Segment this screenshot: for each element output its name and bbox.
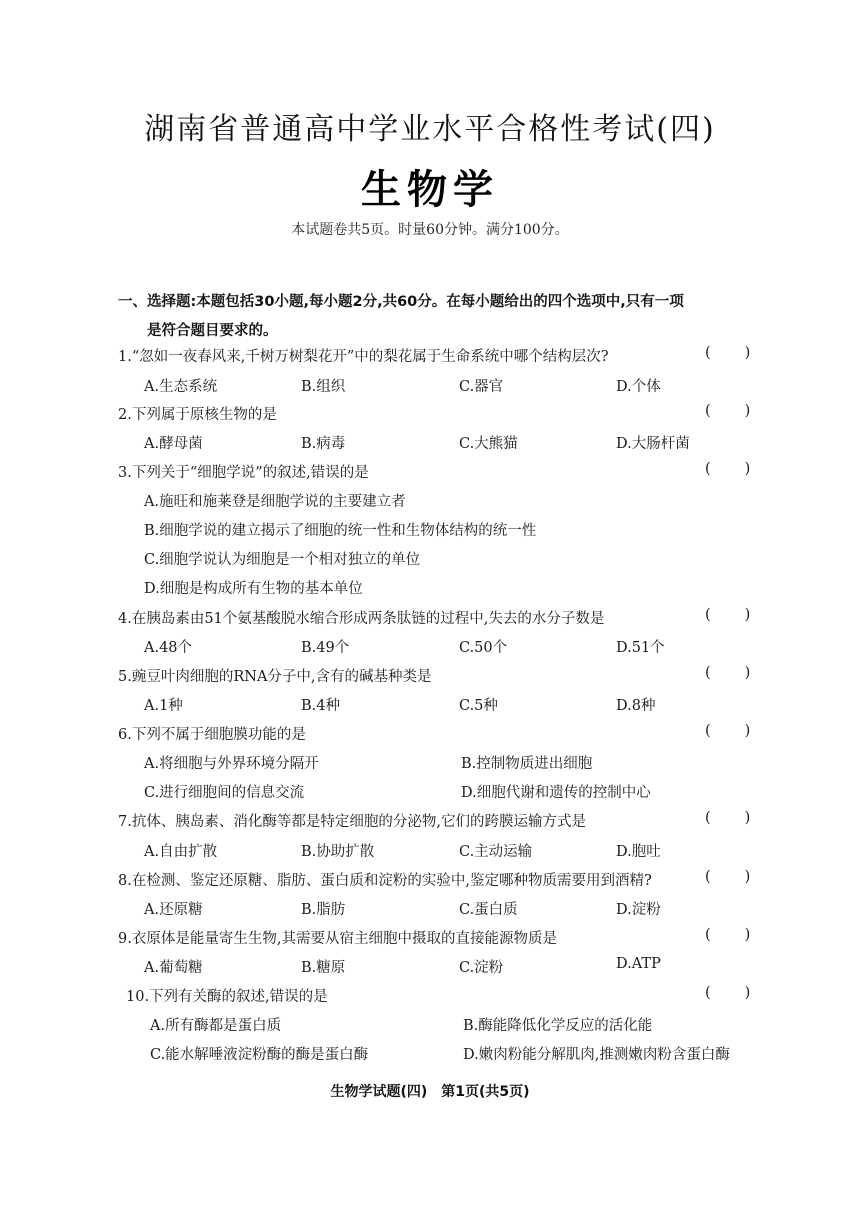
paren-close: ) (744, 927, 751, 943)
q8-option-d: D.淀粉 (616, 902, 661, 918)
q1-option-a: A.生态系统 (144, 379, 218, 395)
paren-open: ( (705, 461, 711, 477)
paren-close: ) (744, 985, 751, 1001)
q8-option-a: A.还原糖 (144, 902, 203, 918)
answer-bracket-5 (705, 665, 750, 681)
exam-title: 湖南省普通高中学业水平合格性考试(四) (144, 112, 716, 147)
answer-bracket-6 (705, 723, 750, 739)
q10-option-a: A.所有酶都是蛋白质 (150, 1018, 282, 1034)
question-10-stem: 10.下列有关酶的叙述,错误的是 (126, 989, 328, 1005)
question-9-stem: 9.衣原体是能量寄生生物,其需要从宿主细胞中摄取的直接能源物质是 (118, 931, 557, 947)
paren-open: ( (705, 403, 711, 419)
paren-close: ) (744, 723, 751, 739)
q8-option-c: C.蛋白质 (459, 902, 518, 918)
answer-bracket-10 (705, 985, 750, 1001)
paren-open: ( (705, 810, 711, 826)
q9-option-d: D.ATP (616, 956, 661, 972)
question-1-stem: 1.“忽如一夜春风来,千树万树梨花开”中的梨花属于生命系统中哪个结构层次? (118, 349, 609, 365)
answer-bracket-2 (705, 403, 750, 419)
q6-option-c: C.进行细胞间的信息交流 (144, 785, 305, 801)
paren-close: ) (744, 345, 751, 361)
q6-option-d: D.细胞代谢和遗传的控制中心 (461, 785, 651, 801)
q7-option-c: C.主动运输 (459, 844, 533, 860)
q7-option-d: D.胞吐 (616, 844, 661, 860)
question-8-stem: 8.在检测、鉴定还原糖、脂肪、蛋白质和淀粉的实验中,鉴定哪种物质需要用到酒精? (118, 873, 652, 889)
q1-option-c: C.器官 (459, 379, 504, 395)
section-instructions-line2: 是符合题目要求的。 (147, 323, 278, 339)
q1-option-d: D.个体 (616, 379, 661, 395)
q2-option-b: B.病毒 (301, 436, 346, 452)
q9-option-c: C.淀粉 (459, 960, 504, 976)
q5-option-b: B.4种 (301, 698, 340, 714)
paren-open: ( (705, 345, 711, 361)
answer-bracket-3 (705, 461, 750, 477)
subject-title: 生物学 (361, 167, 499, 213)
q2-option-d: D.大肠杆菌 (616, 436, 690, 452)
question-6-stem: 6.下列不属于细胞膜功能的是 (118, 727, 306, 743)
paren-close: ) (744, 869, 751, 885)
question-7-stem: 7.抗体、胰岛素、消化酶等都是特定细胞的分泌物,它们的跨膜运输方式是 (118, 814, 586, 830)
section-heading (118, 288, 758, 346)
answer-bracket-4 (705, 607, 750, 623)
paren-close: ) (744, 810, 751, 826)
q5-option-a: A.1种 (144, 698, 183, 714)
q8-option-b: B.脂肪 (301, 902, 346, 918)
paren-open: ( (705, 665, 711, 681)
paren-open: ( (705, 927, 711, 943)
q4-option-c: C.50个 (459, 640, 508, 656)
q4-option-d: D.51个 (616, 640, 665, 656)
q1-option-b: B.组织 (301, 379, 346, 395)
question-3-stem: 3.下列关于“细胞学说”的叙述,错误的是 (118, 465, 369, 481)
paren-close: ) (744, 461, 751, 477)
q5-option-c: C.5种 (459, 698, 498, 714)
q9-option-b: B.糖原 (301, 960, 346, 976)
q9-option-a: A.葡萄糖 (144, 960, 203, 976)
answer-bracket-8 (705, 869, 750, 885)
section-instructions-line1: 一、选择题:本题包括30小题,每小题2分,共60分。在每小题给出的四个选项中,只有一项 (118, 294, 684, 310)
q10-option-c: C.能水解唾液淀粉酶的酶是蛋白酶 (150, 1047, 369, 1063)
paren-open: ( (705, 723, 711, 739)
q10-option-d: D.嫩肉粉能分解肌肉,推测嫩肉粉含蛋白酶 (463, 1047, 730, 1063)
q4-option-b: B.49个 (301, 640, 350, 656)
paren-open: ( (705, 869, 711, 885)
q6-option-b: B.控制物质进出细胞 (461, 756, 593, 772)
answer-bracket-7 (705, 810, 750, 826)
q4-option-a: A.48个 (144, 640, 193, 656)
question-5-stem: 5.豌豆叶肉细胞的RNA分子中,含有的碱基种类是 (118, 669, 432, 685)
paren-open: ( (705, 607, 711, 623)
q10-option-b: B.酶能降低化学反应的活化能 (463, 1018, 653, 1034)
question-4-stem: 4.在胰岛素由51个氨基酸脱水缩合形成两条肽链的过程中,失去的水分子数是 (118, 611, 605, 627)
paren-close: ) (744, 607, 751, 623)
q6-option-a: A.将细胞与外界环境分隔开 (144, 756, 319, 772)
paren-close: ) (744, 403, 751, 419)
q3-option-a: A.施旺和施莱登是细胞学说的主要建立者 (144, 494, 406, 510)
question-2-stem: 2.下列属于原核生物的是 (118, 407, 277, 423)
exam-info: 本试题卷共5页。时量60分钟。满分100分。 (291, 222, 569, 238)
q3-option-b: B.细胞学说的建立揭示了细胞的统一性和生物体结构的统一性 (144, 523, 537, 539)
q2-option-c: C.大熊猫 (459, 436, 518, 452)
paren-open: ( (705, 985, 711, 1001)
answer-bracket-1 (705, 345, 750, 361)
q2-option-a: A.酵母菌 (144, 436, 203, 452)
q7-option-a: A.自由扩散 (144, 844, 218, 860)
q3-option-c: C.细胞学说认为细胞是一个相对独立的单位 (144, 552, 421, 568)
q7-option-b: B.协助扩散 (301, 844, 375, 860)
page-footer: 生物学试题(四) 第1页(共5页) (330, 1084, 530, 1100)
q5-option-d: D.8种 (616, 698, 656, 714)
paren-close: ) (744, 665, 751, 681)
q3-option-d: D.细胞是构成所有生物的基本单位 (144, 581, 363, 597)
answer-bracket-9 (705, 927, 750, 943)
